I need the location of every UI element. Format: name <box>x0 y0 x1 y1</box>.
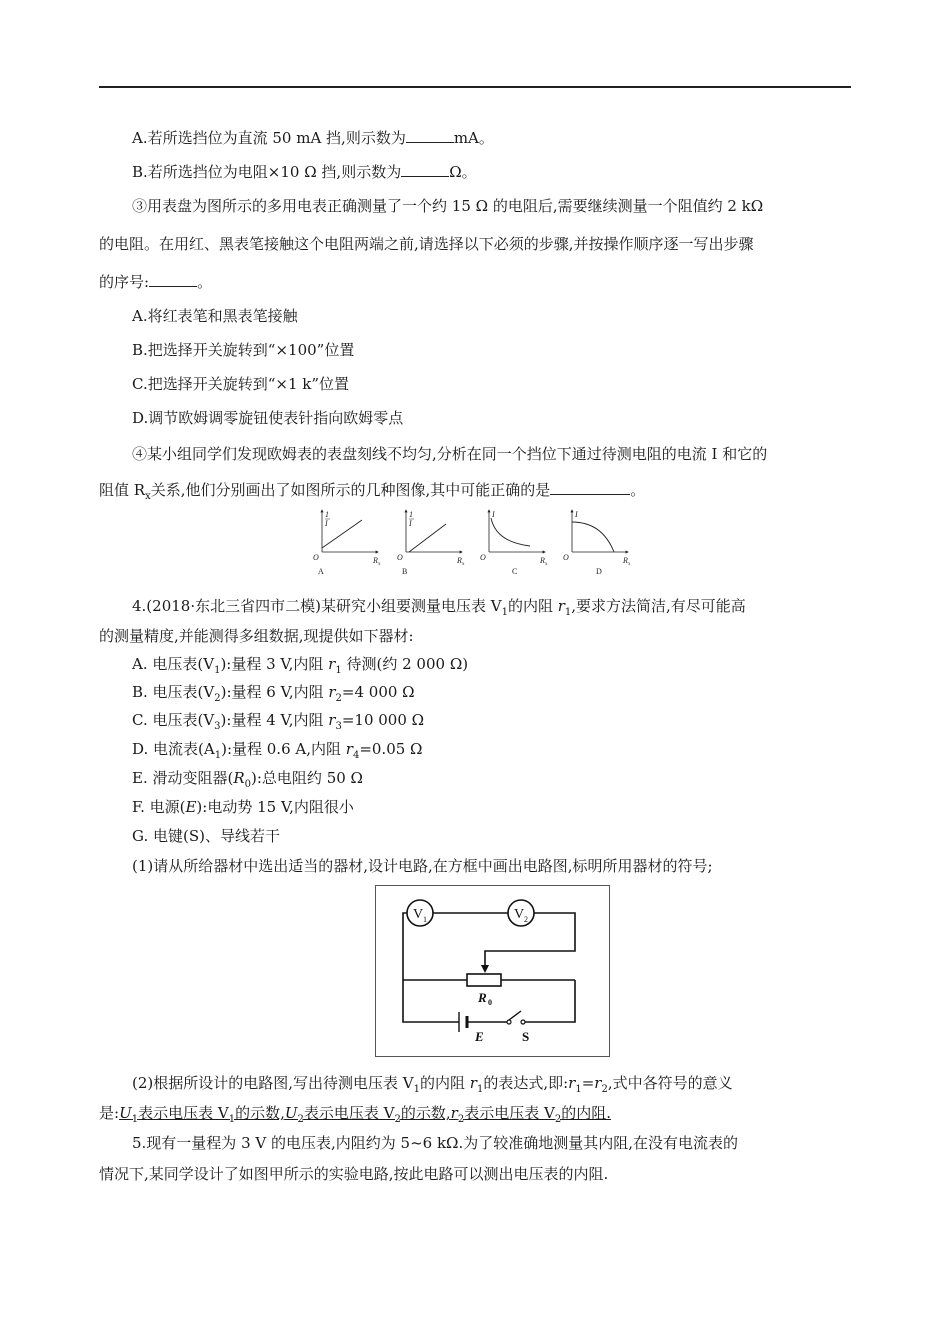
graph-c-label: C <box>512 567 518 576</box>
battery-label: E <box>475 1029 484 1044</box>
graph-b-x-label: R <box>457 556 462 565</box>
rheostat-r0 <box>467 974 501 986</box>
q5-line2: 情况下,某同学设计了如图甲所示的实验电路,按此电路可以测出电压表的内阻. <box>99 1165 609 1183</box>
q3-paragraph-3-line3: 的序号: 。 <box>99 273 213 291</box>
header-rule <box>99 86 851 88</box>
i-r-graphs <box>310 508 640 580</box>
slider-arrow-icon <box>481 965 489 973</box>
option-b: B.把选择开关旋转到“×100”位置 <box>132 341 355 359</box>
graph-c <box>480 510 548 576</box>
q4-heading-line1: 4.(2018·东北三省四市二模)某研究小组要测量电压表 $V_1$的内阻 $r_1$,要求方法简洁,有尽可能高 <box>132 597 746 618</box>
q4-subquestion-2: (2)根据所设计的电路图,写出待测电压表 $V_1$的内阻 $r_1$的表达式,即$:r_1=r_2$,式中各符号的意义 <box>132 1074 733 1095</box>
graph-d-x-label: R <box>623 556 628 565</box>
option-a: A.将红表笔和黑表笔接触 <box>132 307 298 325</box>
graph-b-label: B <box>402 567 408 576</box>
graph-a-y-top: 1 <box>325 510 329 519</box>
q3-line-b: B.若所选挡位为电阻×10 Ω 挡,则示数为 Ω。 <box>132 163 477 181</box>
voltmeter-v2 <box>508 900 534 926</box>
q3-paragraph-4-line2: 阻值 $R_x$关系,他们分别画出了如图所示的几种图像,其中可能正确的是 。 <box>99 481 646 502</box>
option-c: C.把选择开关旋转到“×1 k”位置 <box>132 375 350 393</box>
q4-heading-line2: 的测量精度,并能测得多组数据,现提供如下器材: <box>99 627 414 645</box>
graph-d-x-sub: x <box>628 562 631 567</box>
q4-answer-line: 是$:U_1$表示电压表 $V_1$的示数$,U_2$表示电压表 $V_2$的示数$,r_2$表示电压表 $V_2$的内阻. <box>99 1104 611 1125</box>
graph-c-origin: O <box>480 553 486 562</box>
graph-c-y-label: I <box>492 510 495 519</box>
q3-paragraph-4-line1: ④某小组同学们发现欧姆表的表盘刻线不均匀,分析在同一个挡位下通过待测电阻的电流 I 和它的 <box>132 445 768 463</box>
q4-item-f: F. 电源(E):电动势 15 V,内阻很小 <box>132 798 354 816</box>
graph-a-y-bottom: I <box>325 519 328 528</box>
graph-b-x-sub: x <box>462 562 465 567</box>
answer-blank[interactable] <box>406 128 454 143</box>
svg-text:V: V <box>514 907 525 922</box>
q4-item-b: B. 电压表$(V_2)$:量程 6 V,内阻 $r_2=4$ 000 Ω <box>132 683 415 704</box>
svg-text:1: 1 <box>423 915 427 924</box>
graph-c-x-label: R <box>540 556 545 565</box>
graph-b-y-top: 1 <box>409 510 413 519</box>
option-d: D.调节欧姆调零旋钮使表针指向欧姆零点 <box>132 409 404 427</box>
battery-e <box>459 1012 467 1032</box>
q4-item-g: G. 电键(S)、导线若干 <box>132 827 280 845</box>
svg-text:2: 2 <box>524 915 528 924</box>
voltmeter-v1 <box>407 900 433 926</box>
q3-paragraph-3-line1: ③用表盘为图所示的多用电表正确测量了一个约 15 Ω 的电阻后,需要继续测量一个阻值约 2 kΩ <box>132 197 764 215</box>
q4-item-d: D. 电流表$(A_1)$:量程 0.6 A,内阻 $r_4=0.05$ Ω <box>132 740 423 761</box>
answer-blank[interactable] <box>149 272 197 287</box>
q4-subquestion-1: (1)请从所给器材中选出适当的器材,设计电路,在方框中画出电路图,标明所用器材的符号; <box>132 857 713 875</box>
graph-a <box>313 510 381 576</box>
graph-d-origin: O <box>563 553 569 562</box>
switch-s <box>507 1011 525 1024</box>
graph-b-y-bottom: I <box>409 519 412 528</box>
q3-line-a: A.若所选挡位为直流 50 mA 挡,则示数为 mA。 <box>132 129 494 147</box>
svg-text:V: V <box>413 907 424 922</box>
graph-a-label: A <box>318 567 324 576</box>
q4-item-a: A. 电压表$(V_1)$:量程 3 V,内阻 $r_1$ 待测(约 2 000 Ω) <box>132 655 469 676</box>
answer-blank[interactable] <box>550 480 630 495</box>
graph-c-x-sub: x <box>545 562 548 567</box>
graph-a-x-label: R <box>373 556 378 565</box>
q4-item-e: E. 滑动变阻器$(R_0)$:总电阻约 50 Ω <box>132 769 363 790</box>
graph-a-origin: O <box>313 553 319 562</box>
r0-label-sub: 0 <box>488 998 492 1007</box>
q5-line1: 5.现有一量程为 3 V 的电压表,内阻约为 5~6 kΩ.为了较准确地测量其内阻,在没有电流表的 <box>132 1134 739 1152</box>
circuit-diagram <box>375 885 610 1057</box>
graph-d-label: D <box>596 567 602 576</box>
q4-item-c: C. 电压表$(V_3)$:量程 4 V,内阻 $r_3=10$ 000 Ω <box>132 711 425 732</box>
graph-b-origin: O <box>397 553 403 562</box>
graph-a-x-sub: x <box>378 562 381 567</box>
graph-d-y-label: I <box>575 510 578 519</box>
q3-paragraph-3-line2: 的电阻。在用红、黑表笔接触这个电阻两端之前,请选择以下必须的步骤,并按操作顺序逐一写出步骤 <box>99 235 754 253</box>
answer-blank[interactable] <box>401 162 449 177</box>
r0-label: R <box>478 990 487 1005</box>
switch-label: S <box>522 1029 530 1044</box>
graph-d <box>563 510 631 576</box>
graph-b <box>397 510 465 576</box>
